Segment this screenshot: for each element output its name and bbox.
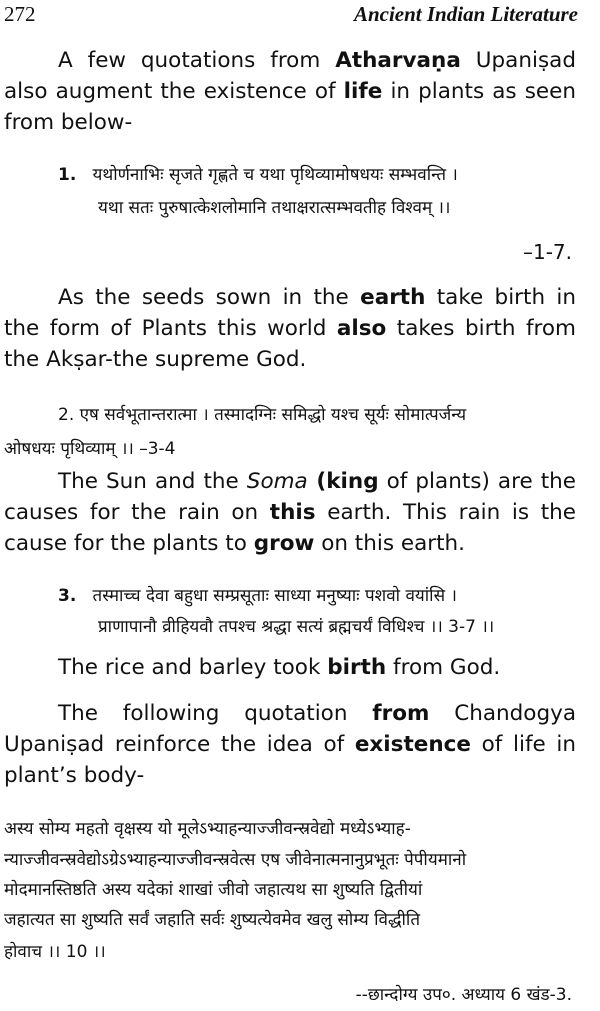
quote-2-line-1: 2. एष सर्वभूतान्तरात्मा । तस्मादग्निः समिद्धो यश्च सूर्यः सोमात्पर्जन्य <box>58 405 467 425</box>
quote-4-line-5: होवाच ।। 10 ।। <box>4 942 106 962</box>
paragraph-intro: A few quotations from Atharvaṇa Upaniṣad also augment the existence of life in plants as seen from below- <box>4 48 576 135</box>
quote-4-line-3: मोदमानस्तिष्ठति अस्य यदेकां शाखां जीवो जहात्यथ सा शुष्यति द्वितीयां <box>4 880 423 900</box>
quote-4-reference: --छान्दोग्य उप०. अध्याय 6 खंड-3. <box>355 985 572 1005</box>
running-title: Ancient Indian Literature <box>353 2 578 26</box>
quote-1-reference: –1-7. <box>522 240 572 264</box>
paragraph-chandogya: The following quotation from Chandogya Upaniṣad reinforce the idea of existence of life in plant’s body- <box>4 701 576 788</box>
page-number: 272 <box>4 2 36 26</box>
quote-3-line-1: 3. तस्माच्च देवा बहुधा सम्प्रसूताः साध्या मनुष्याः पशवो वयांसि । <box>58 586 457 606</box>
quote-1-line-2: यथा सतः पुरुषात्केशलोमानि तथाक्षरात्सम्भवतीह विश्वम् ।। <box>98 198 451 218</box>
quote-4-line-2: न्याज्जीवन्स्रवेद्योऽग्रेऽभ्याहन्याज्जीवन्स्रवेत्स एष जीवेनात्मनानुप्रभूतः पेपीयमानो <box>4 850 467 870</box>
quote-4-line-4: जहात्यत सा शुष्यति सर्वं जहाति सर्वः शुष्यत्येवमेव खलु सोम्य विद्धीति <box>4 910 421 930</box>
paragraph-seeds: As the seeds sown in the earth take birth in the form of Plants this world also takes birth from the Akṣar-the supreme God. <box>4 285 577 372</box>
paragraph-sun-soma: The Sun and the Soma (king of plants) are the causes for the rain on this earth. This rain is the cause for the plants to grow on this earth. <box>4 469 576 556</box>
quote-1-line-1: 1. यथोर्णनाभिः सृजते गृह्णते च यथा पृथिव्यामोषधयः सम्भवन्ति । <box>58 165 458 185</box>
quote-4-line-1: अस्य सोम्य महतो वृक्षस्य यो मूलेऽभ्याहन्याज्जीवन्स्रवेद्यो मध्येऽभ्याह- <box>4 819 411 839</box>
paragraph-rice-barley: The rice and barley took birth from God. <box>58 655 501 680</box>
quote-2-line-2: ओषधयः पृथिव्याम् ।। –3-4 <box>4 439 176 459</box>
quote-3-line-2: प्राणापानौ व्रीहियवौ तपश्च श्रद्धा सत्यं ब्रह्मचर्यं विधिश्च ।। 3-7 ।। <box>98 617 495 637</box>
